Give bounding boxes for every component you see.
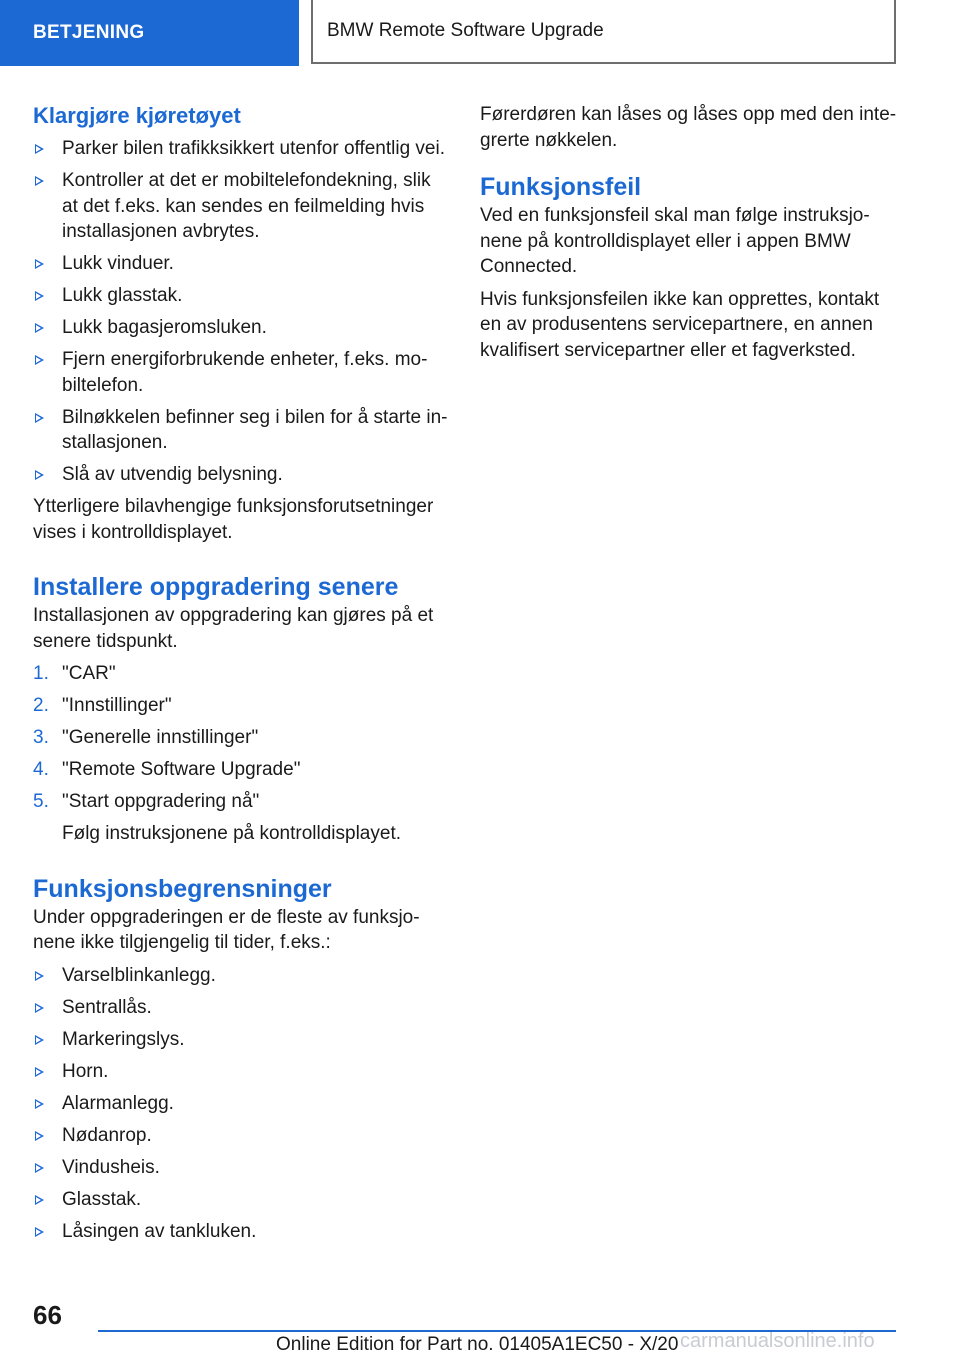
step-item: 5. "Start oppgradering nå" Følg instruksjonene på kontrolldisplayet. (33, 789, 448, 847)
list-item: Parker bilen trafikksikkert utenfor offentlig vei. (33, 136, 448, 162)
limits-list (33, 963, 448, 1245)
driver-door-text: Førerdøren kan låses og låses opp med den inte-grerte nøkkelen. (480, 104, 897, 151)
step-subtext: Følg instruksjonene på kontrolldisplayet. (62, 823, 402, 844)
heading-malfunction: Funksjonsfeil (480, 173, 642, 201)
right-column (480, 102, 900, 370)
list-item: Bilnøkkelen befinner seg i bilen for å starte in-stallasjonen. (33, 405, 448, 456)
list-item: Fjern energiforbrukende enheter, f.eks. mo-biltelefon. (33, 347, 448, 398)
step-item: 2. "Innstillinger" (33, 693, 448, 719)
edition-text: Online Edition for Part no. 01405A1EC50 - X/20 (276, 1334, 679, 1355)
triangle-bullet-icon (35, 176, 44, 186)
list-item: Låsingen av tankluken. (33, 1219, 448, 1245)
chapter-title: BMW Remote Software Upgrade (311, 0, 896, 64)
triangle-bullet-icon (35, 291, 44, 301)
triangle-bullet-icon (35, 470, 44, 480)
triangle-bullet-icon (35, 1227, 44, 1237)
triangle-bullet-icon (35, 971, 44, 981)
install-later-intro: Installasjonen av oppgradering kan gjøres på et senere tidspunkt. (33, 605, 434, 652)
heading-function-limits: Funksjonsbegrensninger (33, 874, 332, 903)
page-header (0, 0, 960, 66)
page-number: 66 (33, 1300, 62, 1330)
list-item: Lukk vinduer. (33, 251, 448, 277)
list-item: Markeringslys. (33, 1027, 448, 1053)
triangle-bullet-icon (35, 413, 44, 423)
list-item: Lukk bagasjeromsluken. (33, 315, 448, 341)
function-limits-intro: Under oppgraderingen er de fleste av funksjo-nene ikke tilgjengelig til tider, f.eks.: (33, 906, 420, 953)
prepare-note: Ytterligere bilavhengige funksjonsforutsetninger vises i kontrolldisplayet. (33, 496, 434, 543)
triangle-bullet-icon (35, 259, 44, 269)
list-item: Vindusheis. (33, 1155, 448, 1181)
list-item: Horn. (33, 1059, 448, 1085)
triangle-bullet-icon (35, 1003, 44, 1013)
heading-install-later: Installere oppgradering senere (33, 573, 399, 601)
triangle-bullet-icon (35, 1035, 44, 1045)
list-item: Nødanrop. (33, 1123, 448, 1149)
list-item: Lukk glasstak. (33, 283, 448, 309)
list-item: Slå av utvendig belysning. (33, 462, 448, 488)
triangle-bullet-icon (35, 1131, 44, 1141)
step-number: 5. (33, 791, 49, 812)
triangle-bullet-icon (35, 1163, 44, 1173)
step-number: 2. (33, 695, 49, 716)
prepare-list (33, 136, 448, 488)
left-column (33, 100, 448, 1251)
list-item: Varselblinkanlegg. (33, 963, 448, 989)
malfunction-text-2: Hvis funksjonsfeilen ikke kan opprettes, kontakt en av produsentens servicepartnere, en annen kvalifisert servicepartner eller et fagverksted. (480, 288, 880, 361)
triangle-bullet-icon (35, 1067, 44, 1077)
step-number: 1. (33, 663, 49, 684)
step-item: 1. "CAR" (33, 661, 448, 687)
heading-prepare-vehicle: Klargjøre kjøretøyet (33, 103, 241, 128)
step-item: 3. "Generelle innstillinger" (33, 725, 448, 751)
list-item: Alarmanlegg. (33, 1091, 448, 1117)
triangle-bullet-icon (35, 144, 44, 154)
triangle-bullet-icon (35, 323, 44, 333)
install-steps (33, 661, 448, 847)
list-item: Kontroller at det er mobiltelefondekning, slik at det f.eks. kan sendes en feilmelding hvis installasjonen avbrytes. (33, 168, 448, 245)
step-number: 4. (33, 759, 49, 780)
watermark: carmanualsonline.info (680, 1330, 875, 1352)
triangle-bullet-icon (35, 355, 44, 365)
section-tab: BETJENING (0, 0, 299, 66)
triangle-bullet-icon (35, 1195, 44, 1205)
step-number: 3. (33, 727, 49, 748)
list-item: Glasstak. (33, 1187, 448, 1213)
malfunction-text-1: Ved en funksjonsfeil skal man følge instruksjo-nene på kontrolldisplayet eller i appen BMW Connected. (480, 205, 870, 277)
list-item: Sentrallås. (33, 995, 448, 1021)
step-item: 4. "Remote Software Upgrade" (33, 757, 448, 783)
triangle-bullet-icon (35, 1099, 44, 1109)
